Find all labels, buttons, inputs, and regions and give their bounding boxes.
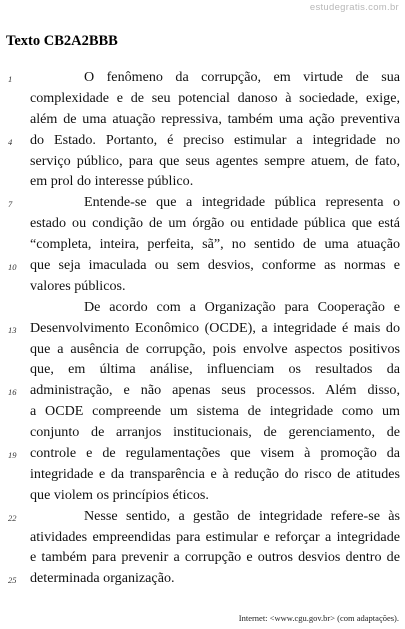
line-text: complexidade e de seu potencial danoso à sociedade, exige, [30, 89, 400, 106]
line-text: Entende-se que a integridade pública representa o [84, 194, 400, 211]
line-text: e também para prevenir a corrupção e outros desvios dentro de [30, 549, 400, 566]
line-text: valores públicos. [30, 277, 126, 294]
passage-line [0, 443, 405, 464]
line-number: 10 [8, 262, 17, 273]
line-number: 25 [8, 575, 17, 586]
line-text: atividades empreendidas para estimular e reforçar a integridade [30, 528, 400, 545]
passage-line [0, 255, 405, 276]
line-text: a OCDE compreende um sistema de integridade como um [30, 403, 400, 420]
passage-line [0, 130, 405, 151]
watermark-text: estudegratis.com.br [309, 2, 399, 13]
line-number: 19 [8, 450, 17, 461]
line-text: do Estado. Portanto, é preciso estimular a integridade no [30, 131, 400, 148]
line-number: 22 [8, 512, 17, 523]
line-number: 1 [8, 74, 13, 84]
line-text: que seja imaculada ou sem desvios, conforme as normas e [30, 257, 400, 274]
passage-line [0, 339, 405, 360]
line-number: 13 [8, 324, 17, 335]
line-text: integridade e da transparência e à redução do risco de atitudes [30, 465, 400, 482]
passage-line [0, 422, 405, 443]
passage-line [0, 276, 405, 297]
line-text: Desenvolvimento Econômico (OCDE), a integridade é mais do [30, 319, 400, 336]
passage-line [0, 506, 405, 527]
line-number: 16 [8, 387, 17, 398]
line-text: Nesse sentido, a gestão de integridade refere-se às [84, 507, 400, 524]
passage-line [0, 171, 405, 192]
passage-line [0, 297, 405, 318]
line-text: De acordo com a Organização para Cooperação e [84, 298, 400, 315]
line-number: 7 [8, 199, 13, 210]
passage-line [0, 151, 405, 172]
passage-line [0, 192, 405, 213]
passage-line [0, 380, 405, 401]
line-text: em prol do interesse público. [30, 173, 194, 190]
passage-line [0, 234, 405, 255]
passage-line [0, 318, 405, 339]
passage-line [0, 464, 405, 485]
line-number: 4 [8, 136, 13, 147]
line-text: O fenômeno da corrupção, em virtude de sua [84, 69, 400, 85]
line-text: serviço público, para que seus agentes sempre atuem, de fato, [30, 152, 400, 169]
line-text: administração, e não apenas seus processos. Além disso, [30, 382, 400, 399]
passage-line [0, 359, 405, 380]
passage-line [0, 485, 405, 506]
passage-text-block [0, 67, 405, 589]
passage-line [0, 88, 405, 109]
line-text: controle e de regulamentações que visem à promoção da [30, 445, 400, 462]
line-text: que, em última análise, influenciam os resultados da [30, 361, 400, 378]
line-text: determinada organização. [30, 570, 175, 587]
passage-line [0, 401, 405, 422]
passage-line [0, 547, 405, 568]
line-text: conjunto de arranjos institucionais, de gerenciamento, de [30, 424, 400, 441]
line-text: além de uma atuação repressiva, também uma ação preventiva [30, 110, 400, 127]
line-text: estado ou condição de um órgão ou entidade pública que está [30, 215, 400, 232]
passage-line [0, 213, 405, 234]
line-text: que violem os princípios éticos. [30, 486, 209, 503]
passage-line [0, 109, 405, 130]
source-citation: Internet: <www.cgu.gov.br> (com adaptações). [238, 613, 399, 623]
text-title: Texto CB2A2BBB [6, 33, 118, 49]
line-text: que a ausência de corrupção, pois envolve aspectos positivos [30, 340, 400, 357]
passage-line [0, 527, 405, 548]
passage-line [0, 568, 405, 589]
line-text: “completa, inteira, perfeita, sã”, no sentido de uma atuação [30, 236, 400, 253]
passage-line [0, 67, 405, 88]
